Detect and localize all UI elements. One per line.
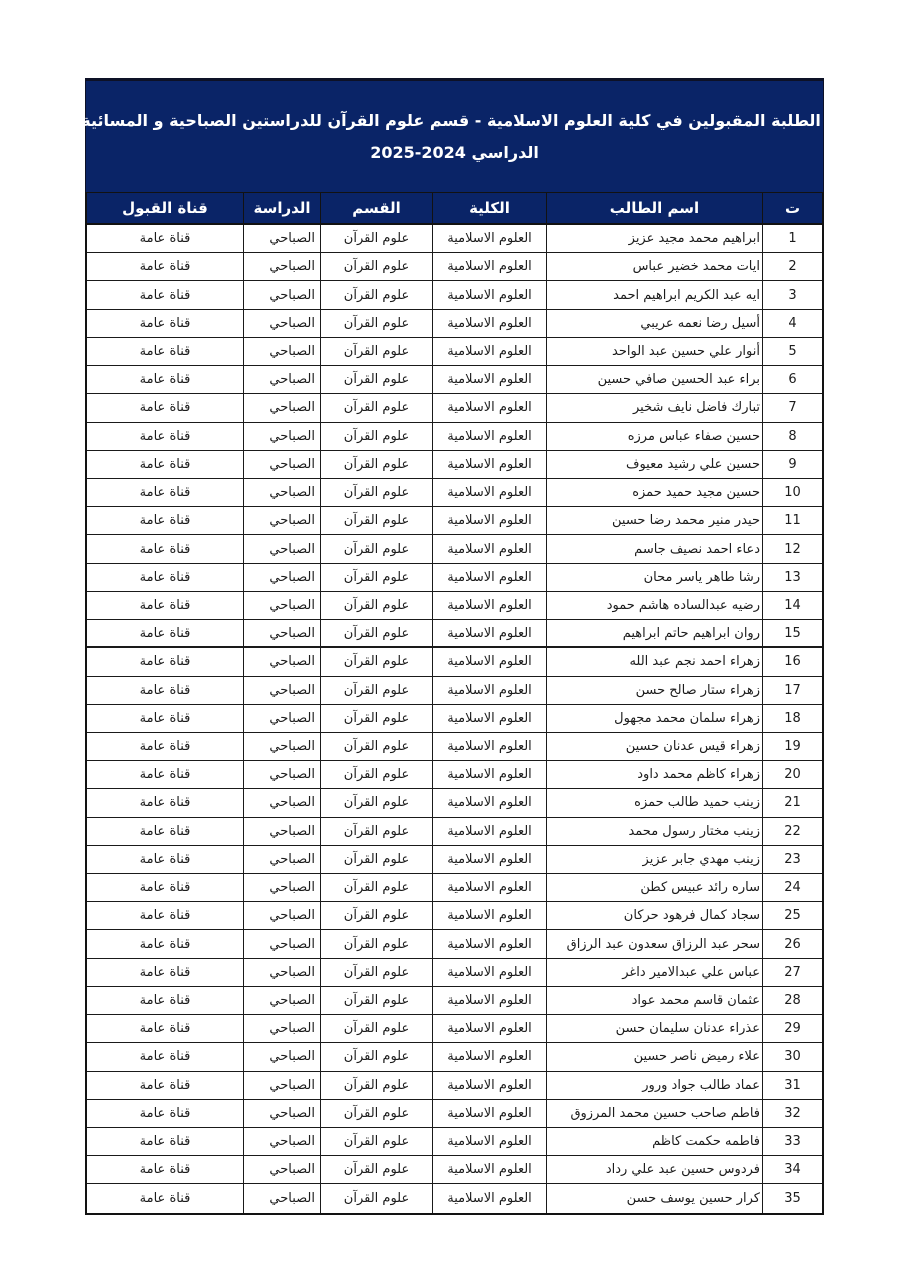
row-number-cell: 1 [762,225,822,252]
document-title-line-1: اسماء الطلبة المقبولين في كلية العلوم الاسلامية - قسم علوم القرآن للدراستين الصباحية و المسائية للعام [36,111,873,130]
admission-channel-cell: قناة عامة [139,1021,191,1037]
college-cell: العلوم الاسلامية [432,366,546,393]
college-cell: العلوم الاسلامية [432,1043,546,1070]
department-cell: علوم القرآن [320,564,432,591]
header-cell-department: القسم [320,193,432,223]
student-name-cell: سحر عبد الرزاق سعدون عبد الرزاق [546,930,762,957]
study-cell: الصباحي [243,987,320,1014]
document-sheet [36,78,873,1215]
student-name-cell: زهراء سلمان محمد مجهول [546,705,762,732]
department-cell: علوم القرآن [320,1184,432,1212]
row-number-cell: 15 [762,620,822,646]
college-cell: العلوم الاسلامية [432,1128,546,1155]
department-cell: علوم القرآن [320,846,432,873]
student-name-cell: فاطم صاحب حسين محمد المرزوق [546,1100,762,1127]
study-cell: الصباحي [243,394,320,421]
table-row [87,677,822,705]
study-cell: الصباحي [243,1100,320,1127]
header-cell-admission-channel: قناة القبول [122,199,208,217]
department-cell: علوم القرآن [320,648,432,675]
department-cell: علوم القرآن [320,281,432,308]
admission-channel-cell: قناة عامة [139,315,191,331]
table-row [87,902,822,930]
header-cell-student-name: اسم الطالب [546,193,762,223]
row-number-cell: 3 [762,281,822,308]
row-number-cell: 11 [762,507,822,534]
table-row [87,507,822,535]
college-cell: العلوم الاسلامية [432,1156,546,1183]
college-cell: العلوم الاسلامية [432,987,546,1014]
college-cell: العلوم الاسلامية [432,338,546,365]
college-cell: العلوم الاسلامية [432,479,546,506]
college-cell: العلوم الاسلامية [432,677,546,704]
study-cell: الصباحي [243,1015,320,1042]
department-cell: علوم القرآن [320,394,432,421]
department-cell: علوم القرآن [320,366,432,393]
row-number-cell: 32 [762,1100,822,1127]
department-cell: علوم القرآن [320,761,432,788]
college-cell: العلوم الاسلامية [432,423,546,450]
college-cell: العلوم الاسلامية [432,564,546,591]
student-name-cell: زهراء ستار صالح حسن [546,677,762,704]
study-cell: الصباحي [243,564,320,591]
college-cell: العلوم الاسلامية [432,902,546,929]
college-cell: العلوم الاسلامية [432,281,546,308]
admission-channel-cell: قناة عامة [139,259,191,275]
admission-channel-cell: قناة عامة [139,597,191,613]
study-cell: الصباحي [243,874,320,901]
college-cell: العلوم الاسلامية [432,1015,546,1042]
admission-channel-cell: قناة عامة [139,569,191,585]
table-header-row [87,193,822,225]
department-cell: علوم القرآن [320,705,432,732]
row-number-cell: 33 [762,1128,822,1155]
admission-channel-cell: قناة عامة [139,710,191,726]
department-cell: علوم القرآن [320,451,432,478]
study-cell: الصباحي [243,592,320,619]
study-cell: الصباحي [243,225,320,252]
row-number-cell: 30 [762,1043,822,1070]
study-cell: الصباحي [243,620,320,646]
college-cell: العلوم الاسلامية [432,648,546,675]
department-cell: علوم القرآن [320,1072,432,1099]
student-name-cell: روان ابراهيم حاتم ابراهيم [546,620,762,646]
student-name-cell: حسين صفاء عباس مرزه [546,423,762,450]
college-cell: العلوم الاسلامية [432,761,546,788]
admission-channel-cell: قناة عامة [139,767,191,783]
college-cell: العلوم الاسلامية [432,818,546,845]
table-row [87,423,822,451]
study-cell: الصباحي [243,1043,320,1070]
table-row [87,479,822,507]
row-number-cell: 14 [762,592,822,619]
department-cell: علوم القرآن [320,930,432,957]
college-cell: العلوم الاسلامية [432,959,546,986]
student-name-cell: فردوس حسين عبد علي رداد [546,1156,762,1183]
table-row [87,1156,822,1184]
admission-channel-cell: قناة عامة [139,1077,191,1093]
study-cell: الصباحي [243,930,320,957]
study-cell: الصباحي [243,761,320,788]
admission-channel-cell: قناة عامة [139,287,191,303]
study-cell: الصباحي [243,1128,320,1155]
admission-channel-cell: قناة عامة [139,1162,191,1178]
department-cell: علوم القرآن [320,874,432,901]
admission-channel-cell: قناة عامة [139,428,191,444]
admission-channel-cell: قناة عامة [139,513,191,529]
row-number-cell: 28 [762,987,822,1014]
college-cell: العلوم الاسلامية [432,310,546,337]
row-number-cell: 5 [762,338,822,365]
study-cell: الصباحي [243,648,320,675]
department-cell: علوم القرآن [320,733,432,760]
table-row [87,733,822,761]
admission-channel-cell: قناة عامة [139,231,191,247]
admission-channel-cell: قناة عامة [139,343,191,359]
admission-channel-cell: قناة عامة [139,823,191,839]
study-cell: الصباحي [243,338,320,365]
department-cell: علوم القرآن [320,902,432,929]
table-row [87,451,822,479]
row-number-cell: 34 [762,1156,822,1183]
table-row [87,705,822,733]
college-cell: العلوم الاسلامية [432,507,546,534]
table-row [87,564,822,592]
table-row [87,310,822,338]
table-row [87,225,822,253]
row-number-cell: 25 [762,902,822,929]
table-row [87,789,822,817]
table-row [87,987,822,1015]
row-number-cell: 20 [762,761,822,788]
admission-channel-cell: قناة عامة [139,795,191,811]
table-row [87,1184,822,1212]
college-cell: العلوم الاسلامية [432,1184,546,1212]
department-cell: علوم القرآن [320,1043,432,1070]
table-row [87,959,822,987]
students-table [85,192,824,1215]
department-cell: علوم القرآن [320,535,432,562]
department-cell: علوم القرآن [320,479,432,506]
student-name-cell: زهراء احمد نجم عبد الله [546,648,762,675]
row-number-cell: 9 [762,451,822,478]
student-name-cell: رشا طاهر ياسر محان [546,564,762,591]
department-cell: علوم القرآن [320,1128,432,1155]
row-number-cell: 31 [762,1072,822,1099]
table-row [87,761,822,789]
department-cell: علوم القرآن [320,620,432,646]
admission-channel-cell: قناة عامة [139,851,191,867]
admission-channel-cell: قناة عامة [139,1191,191,1207]
row-number-cell: 6 [762,366,822,393]
college-cell: العلوم الاسلامية [432,874,546,901]
table-row [87,1100,822,1128]
admission-channel-cell: قناة عامة [139,936,191,952]
study-cell: الصباحي [243,423,320,450]
row-number-cell: 27 [762,959,822,986]
table-row [87,592,822,620]
document-title-line-2: الدراسي 2024-2025 [370,143,539,162]
student-name-cell: عثمان قاسم محمد عواد [546,987,762,1014]
row-number-cell: 16 [762,648,822,675]
study-cell: الصباحي [243,451,320,478]
student-name-cell: ايات محمد خضير عباس [546,253,762,280]
study-cell: الصباحي [243,677,320,704]
student-name-cell: أنوار علي حسين عبد الواحد [546,338,762,365]
college-cell: العلوم الاسلامية [432,451,546,478]
department-cell: علوم القرآن [320,959,432,986]
study-cell: الصباحي [243,1184,320,1212]
row-number-cell: 13 [762,564,822,591]
row-number-cell: 4 [762,310,822,337]
department-cell: علوم القرآن [320,225,432,252]
department-cell: علوم القرآن [320,818,432,845]
study-cell: الصباحي [243,507,320,534]
student-name-cell: ايه عبد الكريم ابراهيم احمد [546,281,762,308]
student-name-cell: زينب مختار رسول محمد [546,818,762,845]
college-cell: العلوم الاسلامية [432,930,546,957]
row-number-cell: 23 [762,846,822,873]
table-row [87,366,822,394]
row-number-cell: 29 [762,1015,822,1042]
table-row [87,394,822,422]
row-number-cell: 18 [762,705,822,732]
title-block [36,78,873,192]
college-cell: العلوم الاسلامية [432,620,546,646]
college-cell: العلوم الاسلامية [432,733,546,760]
student-name-cell: فاطمه حكمت كاظم [546,1128,762,1155]
study-cell: الصباحي [243,789,320,816]
table-row [87,253,822,281]
admission-channel-cell: قناة عامة [139,485,191,501]
student-name-cell: كرار حسين يوسف حسن [546,1184,762,1212]
study-cell: الصباحي [243,846,320,873]
department-cell: علوم القرآن [320,592,432,619]
table-row [87,648,822,676]
student-name-cell: زهراء قيس عدنان حسين [546,733,762,760]
admission-channel-cell: قناة عامة [139,1049,191,1065]
admission-channel-cell: قناة عامة [139,908,191,924]
student-name-cell: علاء رميض ناصر حسين [546,1043,762,1070]
college-cell: العلوم الاسلامية [432,394,546,421]
study-cell: الصباحي [243,366,320,393]
college-cell: العلوم الاسلامية [432,225,546,252]
row-number-cell: 10 [762,479,822,506]
admission-channel-cell: قناة عامة [139,682,191,698]
row-number-cell: 17 [762,677,822,704]
table-row [87,281,822,309]
department-cell: علوم القرآن [320,423,432,450]
college-cell: العلوم الاسلامية [432,535,546,562]
department-cell: علوم القرآن [320,338,432,365]
department-cell: علوم القرآن [320,1100,432,1127]
row-number-cell: 8 [762,423,822,450]
department-cell: علوم القرآن [320,677,432,704]
study-cell: الصباحي [243,959,320,986]
college-cell: العلوم الاسلامية [432,592,546,619]
table-row [87,930,822,958]
admission-channel-cell: قناة عامة [139,400,191,416]
department-cell: علوم القرآن [320,789,432,816]
student-name-cell: زينب مهدي جابر عزيز [546,846,762,873]
table-row [87,1128,822,1156]
row-number-cell: 22 [762,818,822,845]
admission-channel-cell: قناة عامة [139,541,191,557]
admission-channel-cell: قناة عامة [139,1105,191,1121]
header-cell-number: ت [762,193,822,223]
college-cell: العلوم الاسلامية [432,1100,546,1127]
row-number-cell: 35 [762,1184,822,1212]
admission-channel-cell: قناة عامة [139,456,191,472]
student-name-cell: رضيه عبدالساده هاشم حمود [546,592,762,619]
study-cell: الصباحي [243,535,320,562]
admission-channel-cell: قناة عامة [139,1134,191,1150]
department-cell: علوم القرآن [320,253,432,280]
table-row [87,874,822,902]
student-name-cell: حسين علي رشيد معيوف [546,451,762,478]
department-cell: علوم القرآن [320,310,432,337]
department-cell: علوم القرآن [320,1015,432,1042]
student-name-cell: ابراهيم محمد مجيد عزيز [546,225,762,252]
admission-channel-cell: قناة عامة [139,654,191,670]
student-name-cell: حيدر منير محمد رضا حسين [546,507,762,534]
table-row [87,620,822,648]
row-number-cell: 26 [762,930,822,957]
student-name-cell: براء عبد الحسين صافي حسين [546,366,762,393]
table-body [87,225,822,1213]
admission-channel-cell: قناة عامة [139,964,191,980]
student-name-cell: دعاء احمد نصيف جاسم [546,535,762,562]
admission-channel-cell: قناة عامة [139,625,191,641]
department-cell: علوم القرآن [320,507,432,534]
row-number-cell: 7 [762,394,822,421]
student-name-cell: حسين مجيد حميد حمزه [546,479,762,506]
row-number-cell: 19 [762,733,822,760]
college-cell: العلوم الاسلامية [432,846,546,873]
student-name-cell: عذراء عدنان سليمان حسن [546,1015,762,1042]
study-cell: الصباحي [243,902,320,929]
admission-channel-cell: قناة عامة [139,739,191,755]
student-name-cell: ساره رائد عبيس كطن [546,874,762,901]
study-cell: الصباحي [243,479,320,506]
student-name-cell: زينب حميد طالب حمزه [546,789,762,816]
college-cell: العلوم الاسلامية [432,789,546,816]
admission-channel-cell: قناة عامة [139,372,191,388]
row-number-cell: 2 [762,253,822,280]
header-cell-study: الدراسة [243,193,320,223]
study-cell: الصباحي [243,310,320,337]
admission-channel-cell: قناة عامة [139,880,191,896]
study-cell: الصباحي [243,253,320,280]
student-name-cell: سجاد كمال فرهود حركان [546,902,762,929]
college-cell: العلوم الاسلامية [432,1072,546,1099]
student-name-cell: تبارك فاضل نايف شخير [546,394,762,421]
admission-channel-cell: قناة عامة [139,993,191,1009]
table-row [87,1072,822,1100]
study-cell: الصباحي [243,733,320,760]
student-name-cell: أسيل رضا نعمه عريبي [546,310,762,337]
study-cell: الصباحي [243,705,320,732]
college-cell: العلوم الاسلامية [432,253,546,280]
study-cell: الصباحي [243,1072,320,1099]
student-name-cell: عماد طالب جواد ورور [546,1072,762,1099]
row-number-cell: 24 [762,874,822,901]
row-number-cell: 12 [762,535,822,562]
table-row [87,1015,822,1043]
table-row [87,818,822,846]
study-cell: الصباحي [243,818,320,845]
table-row [87,1043,822,1071]
college-cell: العلوم الاسلامية [432,705,546,732]
student-name-cell: زهراء كاظم محمد داود [546,761,762,788]
study-cell: الصباحي [243,281,320,308]
table-row [87,535,822,563]
table-row [87,846,822,874]
header-cell-college: الكلية [432,193,546,223]
department-cell: علوم القرآن [320,1156,432,1183]
study-cell: الصباحي [243,1156,320,1183]
row-number-cell: 21 [762,789,822,816]
student-name-cell: عباس علي عبدالامير داغر [546,959,762,986]
department-cell: علوم القرآن [320,987,432,1014]
table-row [87,338,822,366]
